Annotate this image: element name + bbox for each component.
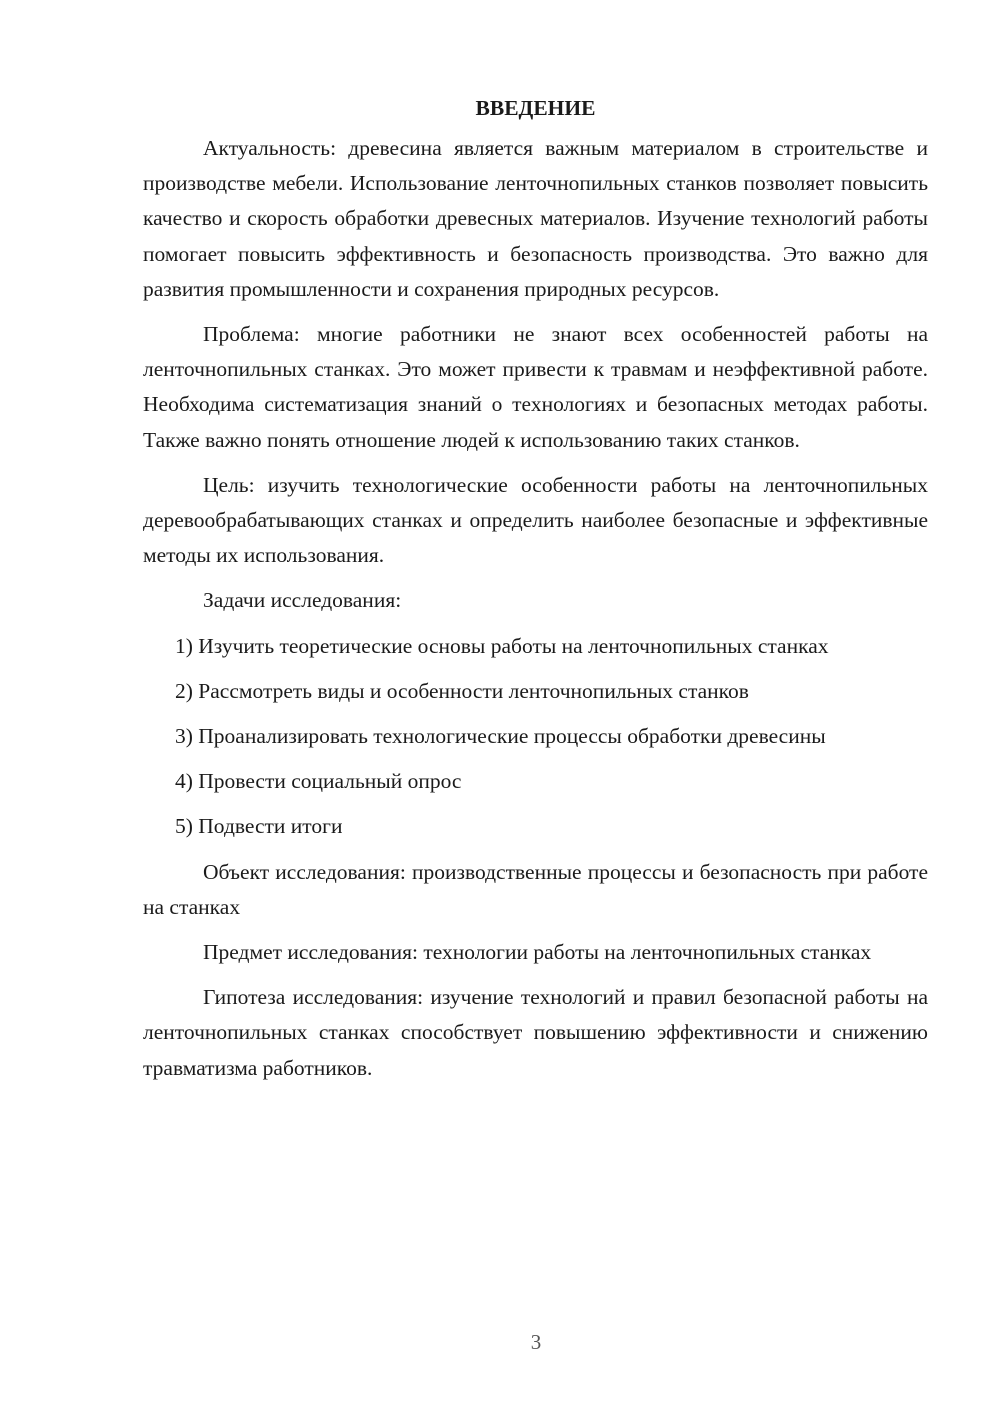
problem-paragraph: Проблема: многие работники не знают всех особенностей работы на ленточнопильных станках. Это может привести к травмам и неэффективной работе. Необходима систематизация знаний о технологиях и безопасных методах работы. Также важно понять отношение людей к использованию таких станков.	[143, 322, 928, 452]
task-item: 5) Подвести итоги	[175, 814, 343, 839]
page-number: 3	[530, 1330, 542, 1354]
task-item: 3) Проанализировать технологические процессы обработки древесины	[175, 724, 826, 749]
object-paragraph: Объект исследования: производственные процессы и безопасность при работе на станках	[143, 859, 928, 919]
task-item: 1) Изучить теоретические основы работы на ленточнопильных станках	[175, 633, 829, 658]
relevance-paragraph: Актуальность: древесина является важным материалом в строительстве и производстве мебели. Использование ленточнопильных станков позволяет повысить качество и скорость обработки древесных материалов. Изучение технологий работы помогает повысить эффективность и безопасность производства. Это важно для развития промышленности и сохранения природных ресурсов.	[143, 136, 928, 301]
task-item: 4) Провести социальный опрос	[175, 769, 462, 794]
tasks-heading: Задачи исследования:	[203, 588, 402, 613]
subject-paragraph: Предмет исследования: технологии работы на ленточнопильных станках	[203, 940, 872, 965]
hypothesis-paragraph: Гипотеза исследования: изучение технологий и правил безопасной работы на ленточнопильных станках способствует повышению эффективности и снижению травматизма работников.	[143, 985, 928, 1080]
goal-paragraph: Цель: изучить технологические особенности работы на ленточнопильных деревообрабатывающих станках и определить наиболее безопасные и эффективные методы их использования.	[143, 472, 928, 568]
section-title: ВВЕДЕНИЕ	[475, 96, 596, 120]
task-item: 2) Рассмотреть виды и особенности ленточнопильных станков	[175, 678, 749, 703]
document-page	[143, 88, 928, 1096]
